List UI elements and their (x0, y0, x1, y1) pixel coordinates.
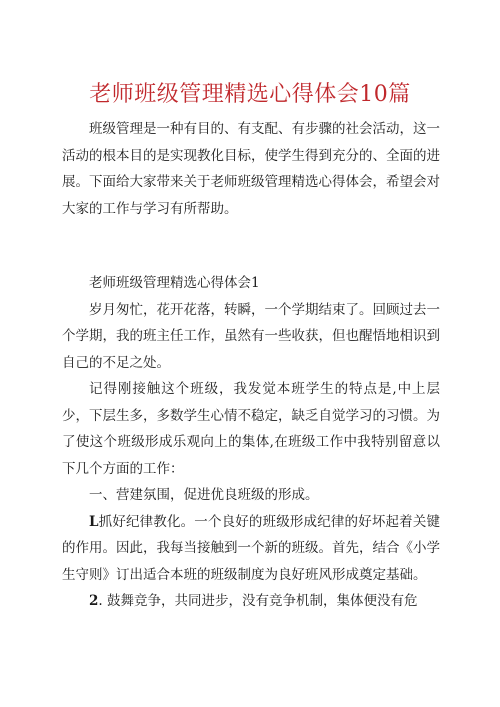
paragraph-2: 记得刚接触这个班级，我发觉本班学生的特点是,中上层少，下层生多，多数学生心情不稳定，缺乏自觉学习的习惯。为了使这个班级形成乐观向上的集体,在班级工作中我特别留意以下几个方面的工作： (62, 381, 440, 477)
intro-block (62, 116, 440, 222)
list-item-1 (62, 509, 440, 589)
paragraph-3: 一、营建氛围，促进优良班级的形成。 (89, 487, 319, 503)
intro-paragraph: 班级管理是一种有目的、有支配、有步骤的社会活动，这一活动的根本目的是实现教化目标，使学生得到充分的、全面的进展。下面给大家带来关于老师班级管理精选心得体会，希望会对大家的工作与学习有所帮助。 (62, 121, 440, 217)
list-item-1-text: 抓好纪律教化。一个良好的班级形成纪律的好坏起着关键的作用。因此，我每当接触到一个新的班级。首先，结合《小学生守则》订出适合本班的班级制度为良好班风形成奠定基础。 (62, 513, 440, 583)
paragraph-1: 岁月匆忙，花开花落，转瞬，一个学期结束了。回顾过去一个学期，我的班主任工作，虽然有一些收获，但也醒悟地相识到自己的不足之处。 (62, 301, 440, 371)
list-item-2-number: 2 (89, 593, 99, 609)
list-item-2 (62, 588, 440, 615)
document-title: 老师班级管理精选心得体会10篇 (89, 82, 411, 107)
list-item-2-text: . 鼓舞竞争，共同进步，没有竞争机制，集体便没有危 (98, 593, 418, 609)
section-title: 老师班级管理精选心得体会1 (89, 275, 260, 291)
section-block (62, 270, 440, 615)
list-item-1-number: L (89, 513, 99, 530)
